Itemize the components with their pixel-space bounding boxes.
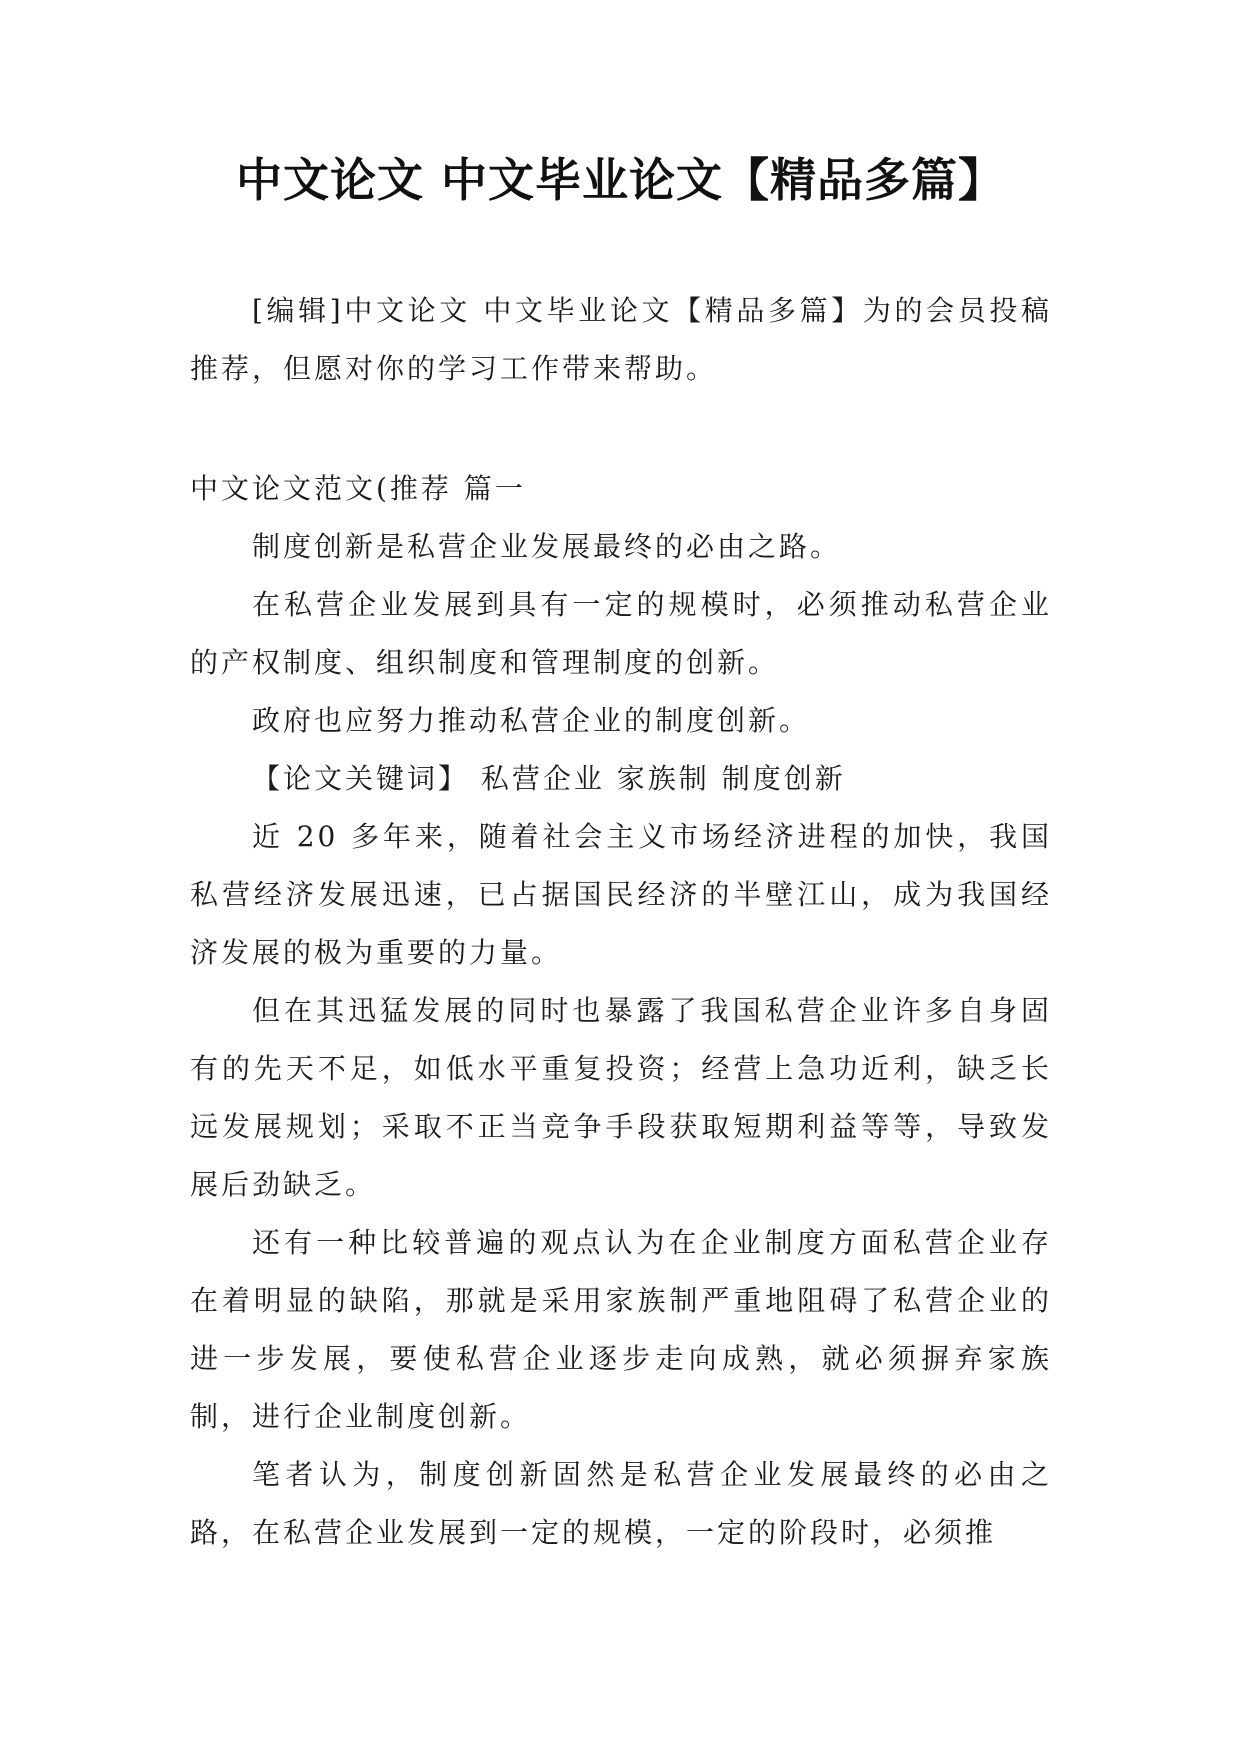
body-paragraph: 政府也应努力推动私营企业的制度创新。: [252, 704, 811, 737]
body-paragraph: 制度创新是私营企业发展最终的必由之路。: [252, 530, 842, 563]
section-heading: 中文论文范文(推荐 篇一: [190, 472, 526, 505]
body-paragraph: 还有一种比较普遍的观点认为在企业制度方面私营企业存在着明显的缺陷，那就是采用家族制严重地阻碍了私营企业的进一步发展，要使私营企业逐步走向成熟，就必须摒弃家族制，进行企业制度创新。: [190, 1226, 1052, 1433]
body-paragraph: 但在其迅猛发展的同时也暴露了我国私营企业许多自身固有的先天不足，如低水平重复投资；经营上急功近利，缺乏长远发展规划；采取不正当竞争手段获取短期利益等等，导致发展后劲缺乏。: [190, 994, 1052, 1201]
body-paragraph: 近 20 多年来，随着社会主义市场经济进程的加快，我国私营经济发展迅速，已占据国民经济的半壁江山，成为我国经济发展的极为重要的力量。: [190, 820, 1052, 969]
intro-paragraph: [编辑]中文论文 中文毕业论文【精品多篇】为的会员投稿推荐，但愿对你的学习工作带来帮助。: [190, 294, 1052, 385]
intro-block: [190, 282, 1052, 398]
keywords-line: 【论文关键词】 私营企业 家族制 制度创新: [252, 762, 846, 795]
body-paragraph: 在私营企业发展到具有一定的规模时，必须推动私营企业的产权制度、组织制度和管理制度的创新。: [190, 588, 1052, 679]
document-title: 中文论文 中文毕业论文【精品多篇】: [235, 153, 1005, 207]
article-body: [190, 460, 1052, 1562]
body-paragraph: 笔者认为，制度创新固然是私营企业发展最终的必由之路，在私营企业发展到一定的规模，一定的阶段时，必须推: [190, 1458, 1052, 1549]
